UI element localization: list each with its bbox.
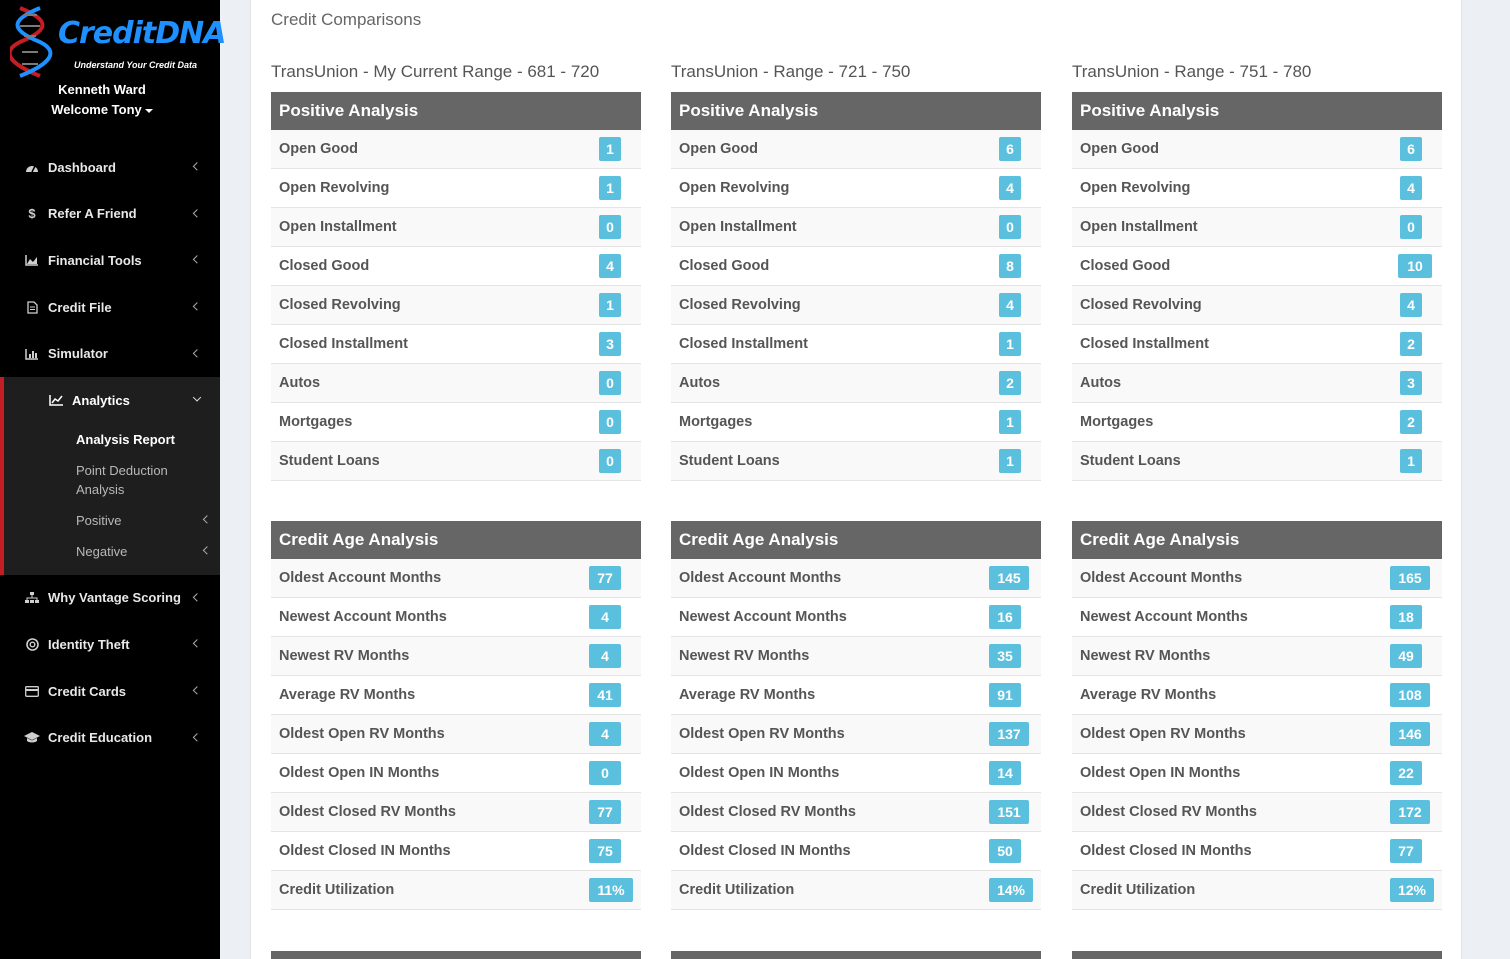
count-badge: 2 <box>999 371 1021 395</box>
table-row <box>271 364 641 403</box>
row-label: Oldest Closed IN Months <box>279 843 451 859</box>
count-badge: 1 <box>1400 449 1422 473</box>
row-label: Mortgages <box>279 414 353 430</box>
table-row <box>1072 754 1442 793</box>
row-label: Student Loans <box>679 453 780 469</box>
sidebar-item-label: Why Vantage Scoring <box>48 590 181 606</box>
count-badge: 49 <box>1390 644 1422 668</box>
row-label: Oldest Closed RV Months <box>279 804 456 820</box>
table-heading: Positive Analysis <box>671 92 1041 130</box>
sidebar-item-financial-tools[interactable] <box>0 237 220 284</box>
row-label: Oldest Open RV Months <box>1080 726 1246 742</box>
sidebar-item-analytics[interactable] <box>24 377 220 424</box>
count-badge: 91 <box>989 683 1021 707</box>
count-badge: 145 <box>989 566 1029 590</box>
life-ring-icon <box>24 636 40 652</box>
row-label: Closed Installment <box>679 336 808 352</box>
submenu-item-negative[interactable] <box>24 536 220 567</box>
table-body <box>671 130 1041 481</box>
count-badge: 1 <box>599 176 621 200</box>
table-row <box>1072 169 1442 208</box>
row-label: Newest Account Months <box>1080 609 1248 625</box>
table-heading: Credit Age Analysis <box>1072 521 1442 559</box>
count-badge: 0 <box>999 215 1021 239</box>
count-badge: 1 <box>999 332 1021 356</box>
table-row <box>271 403 641 442</box>
next-table-heading-stub <box>1072 951 1442 959</box>
sidebar-item-label: Credit File <box>48 299 112 315</box>
count-badge: 165 <box>1390 566 1430 590</box>
table-row <box>671 403 1041 442</box>
row-label: Open Installment <box>1080 219 1198 235</box>
row-label: Credit Utilization <box>679 882 795 898</box>
file-icon <box>24 299 40 315</box>
sitemap-icon <box>24 590 40 606</box>
count-badge: 1 <box>999 410 1021 434</box>
count-badge: 137 <box>989 722 1029 746</box>
row-label: Oldest Open IN Months <box>279 765 440 781</box>
table-body <box>1072 130 1442 481</box>
count-badge: 6 <box>999 137 1021 161</box>
table-row <box>671 754 1041 793</box>
table-row <box>271 247 641 286</box>
sidebar-item-label: Analytics <box>72 392 130 408</box>
table-row <box>271 559 641 598</box>
table-row <box>271 130 641 169</box>
table-body <box>1072 559 1442 910</box>
row-label: Newest RV Months <box>679 648 810 664</box>
table-row <box>1072 715 1442 754</box>
credit-age-analysis-table <box>1072 521 1442 910</box>
count-badge: 50 <box>989 839 1021 863</box>
row-label: Open Installment <box>679 219 797 235</box>
table-row <box>271 793 641 832</box>
table-row <box>271 676 641 715</box>
bar-chart-icon <box>24 346 40 362</box>
table-row <box>1072 598 1442 637</box>
user-name: Kenneth Ward <box>58 82 146 97</box>
table-row <box>271 208 641 247</box>
count-badge: 77 <box>589 800 621 824</box>
table-row <box>1072 325 1442 364</box>
table-row <box>671 325 1041 364</box>
credit-age-analysis-table <box>271 521 641 910</box>
count-badge: 75 <box>589 839 621 863</box>
count-badge: 151 <box>989 800 1029 824</box>
next-table-heading-stub <box>271 951 641 959</box>
row-label: Closed Good <box>279 258 370 274</box>
table-row <box>671 208 1041 247</box>
count-badge: 41 <box>589 683 621 707</box>
table-body <box>271 559 641 910</box>
table-row <box>271 286 641 325</box>
sidebar-item-credit-education[interactable] <box>0 714 220 761</box>
count-badge: 12% <box>1390 878 1434 902</box>
count-badge: 4 <box>599 254 621 278</box>
count-badge: 172 <box>1390 800 1430 824</box>
logo-wordmark: CreditDNA <box>58 16 226 51</box>
table-row <box>271 871 641 910</box>
row-label: Closed Installment <box>279 336 408 352</box>
row-label: Oldest Closed RV Months <box>1080 804 1257 820</box>
table-heading: Credit Age Analysis <box>671 521 1041 559</box>
table-row <box>671 598 1041 637</box>
row-label: Open Good <box>679 141 758 157</box>
submenu-item-label: Negative <box>76 543 128 559</box>
row-label: Oldest Open IN Months <box>679 765 840 781</box>
row-label: Open Installment <box>279 219 397 235</box>
count-badge: 10 <box>1398 254 1432 278</box>
sidebar-item-label: Credit Cards <box>48 683 127 699</box>
row-label: Oldest Open IN Months <box>1080 765 1241 781</box>
sidebar-item-simulator[interactable] <box>0 330 220 377</box>
sidebar <box>0 0 226 959</box>
row-label: Oldest Open RV Months <box>279 726 445 742</box>
count-badge: 146 <box>1390 722 1430 746</box>
count-badge: 108 <box>1390 683 1430 707</box>
count-badge: 3 <box>1400 371 1422 395</box>
sidebar-item-label: Financial Tools <box>48 252 142 268</box>
count-badge: 77 <box>1390 839 1422 863</box>
row-label: Oldest Closed IN Months <box>1080 843 1252 859</box>
table-row <box>1072 286 1442 325</box>
welcome-label: Welcome Tony <box>51 102 142 117</box>
graduation-cap-icon <box>24 730 40 746</box>
table-row <box>1072 364 1442 403</box>
row-label: Newest Account Months <box>279 609 447 625</box>
row-label: Newest RV Months <box>1080 648 1211 664</box>
count-badge: 16 <box>989 605 1021 629</box>
count-badge: 11% <box>589 878 633 902</box>
sidebar-item-label: Refer A Friend <box>48 206 137 222</box>
positive-analysis-table <box>1072 92 1442 481</box>
row-label: Oldest Open RV Months <box>679 726 845 742</box>
column-title: TransUnion - Range - 721 - 750 <box>671 62 911 81</box>
chevron-left-icon <box>193 302 201 310</box>
count-badge: 35 <box>989 644 1021 668</box>
row-label: Mortgages <box>1080 414 1154 430</box>
column-title: TransUnion - My Current Range - 681 - 720 <box>271 62 600 81</box>
dashboard-icon <box>24 159 40 175</box>
sidebar-item-label: Credit Education <box>48 730 153 746</box>
count-badge: 18 <box>1390 605 1422 629</box>
table-body <box>271 130 641 481</box>
row-label: Autos <box>1080 375 1122 391</box>
count-badge: 8 <box>999 254 1021 278</box>
chevron-left-icon <box>193 256 201 264</box>
table-row <box>671 715 1041 754</box>
row-label: Newest RV Months <box>279 648 410 664</box>
column-title: TransUnion - Range - 751 - 780 <box>1072 62 1312 81</box>
count-badge: 14 <box>989 761 1021 785</box>
count-badge: 0 <box>599 215 621 239</box>
table-row <box>671 637 1041 676</box>
count-badge: 0 <box>599 449 621 473</box>
chevron-left-icon <box>193 349 201 357</box>
count-badge: 1 <box>999 449 1021 473</box>
table-row <box>671 442 1041 481</box>
line-chart-icon <box>48 392 64 408</box>
row-label: Oldest Account Months <box>279 570 442 586</box>
row-label: Oldest Account Months <box>1080 570 1243 586</box>
table-row <box>271 832 641 871</box>
count-badge: 4 <box>999 176 1021 200</box>
sidebar-group-analytics <box>0 377 220 575</box>
table-row <box>271 598 641 637</box>
count-badge: 0 <box>599 371 621 395</box>
logo-tagline: Understand Your Credit Data <box>74 60 198 70</box>
user-menu-toggle[interactable] <box>0 102 204 117</box>
caret-down-icon <box>145 109 153 113</box>
sidebar-item-refer-a-friend[interactable] <box>0 191 220 238</box>
table-row <box>671 832 1041 871</box>
chevron-left-icon <box>203 515 211 523</box>
table-row <box>1072 403 1442 442</box>
positive-analysis-table <box>271 92 641 481</box>
count-badge: 77 <box>589 566 621 590</box>
row-label: Oldest Closed IN Months <box>679 843 851 859</box>
table-row <box>671 364 1041 403</box>
submenu-item-label: Positive <box>76 512 122 528</box>
row-label: Open Revolving <box>679 180 790 196</box>
count-badge: 4 <box>589 722 621 746</box>
table-row <box>671 871 1041 910</box>
credit-age-analysis-table <box>671 521 1041 910</box>
count-badge: 4 <box>589 644 621 668</box>
row-label: Average RV Months <box>279 687 416 703</box>
row-label: Closed Revolving <box>679 297 801 313</box>
table-heading: Positive Analysis <box>271 92 641 130</box>
count-badge: 4 <box>589 605 621 629</box>
row-label: Closed Revolving <box>1080 297 1202 313</box>
table-row <box>271 325 641 364</box>
submenu-item-positive[interactable] <box>24 505 220 536</box>
credit-card-icon <box>24 683 40 699</box>
table-row <box>1072 676 1442 715</box>
table-row <box>1072 130 1442 169</box>
area-chart-icon <box>24 252 40 268</box>
table-row <box>671 286 1041 325</box>
count-badge: 1 <box>599 137 621 161</box>
row-label: Oldest Account Months <box>679 570 842 586</box>
row-label: Credit Utilization <box>279 882 395 898</box>
row-label: Closed Revolving <box>279 297 401 313</box>
page-title: Credit Comparisons <box>271 10 422 29</box>
row-label: Open Revolving <box>1080 180 1191 196</box>
sidebar-item-credit-cards[interactable] <box>0 668 220 715</box>
submenu-item-analysis-report[interactable]: Analysis Report <box>76 431 175 447</box>
creditdna-logo[interactable] <box>10 6 226 78</box>
row-label: Average RV Months <box>679 687 816 703</box>
submenu-item-point-deduction-analysis[interactable]: Point Deduction Analysis <box>76 462 168 497</box>
dollar-icon: $ <box>28 206 36 222</box>
count-badge: 4 <box>999 293 1021 317</box>
table-row <box>271 754 641 793</box>
chevron-left-icon <box>193 209 201 217</box>
table-body <box>671 559 1041 910</box>
table-row <box>671 559 1041 598</box>
table-row <box>1072 442 1442 481</box>
table-row <box>671 793 1041 832</box>
count-badge: 0 <box>1400 215 1422 239</box>
table-row <box>671 169 1041 208</box>
row-label: Open Good <box>279 141 358 157</box>
count-badge: 22 <box>1390 761 1422 785</box>
row-label: Student Loans <box>279 453 380 469</box>
table-row <box>1072 793 1442 832</box>
positive-analysis-table <box>671 92 1041 481</box>
sidebar-item-dashboard[interactable] <box>0 144 220 191</box>
chevron-left-icon <box>193 640 201 648</box>
sidebar-item-label: Dashboard <box>48 159 116 175</box>
table-row <box>271 169 641 208</box>
chevron-down-icon <box>193 394 201 402</box>
table-row <box>1072 247 1442 286</box>
table-row <box>271 715 641 754</box>
row-label: Open Revolving <box>279 180 390 196</box>
row-label: Oldest Closed RV Months <box>679 804 856 820</box>
sidebar-item-identity-theft[interactable] <box>0 621 220 668</box>
table-row <box>1072 637 1442 676</box>
chevron-left-icon <box>203 546 211 554</box>
analytics-submenu <box>28 424 220 575</box>
count-badge: 0 <box>589 761 621 785</box>
sidebar-menu <box>0 144 220 761</box>
row-label: Mortgages <box>679 414 753 430</box>
table-row <box>671 130 1041 169</box>
table-row <box>1072 559 1442 598</box>
row-label: Autos <box>279 375 321 391</box>
dna-helix-icon <box>10 6 60 78</box>
row-label: Average RV Months <box>1080 687 1217 703</box>
sidebar-item-label: Identity Theft <box>48 636 130 652</box>
sidebar-item-label: Simulator <box>48 346 108 362</box>
row-label: Closed Installment <box>1080 336 1209 352</box>
chevron-left-icon <box>193 593 201 601</box>
count-badge: 0 <box>599 410 621 434</box>
sidebar-item-credit-file[interactable] <box>0 284 220 331</box>
row-label: Credit Utilization <box>1080 882 1196 898</box>
row-label: Closed Good <box>1080 258 1171 274</box>
count-badge: 2 <box>1400 332 1422 356</box>
table-row <box>671 247 1041 286</box>
row-label: Closed Good <box>679 258 770 274</box>
count-badge: 4 <box>1400 176 1422 200</box>
count-badge: 6 <box>1400 137 1422 161</box>
table-row <box>271 637 641 676</box>
count-badge: 4 <box>1400 293 1422 317</box>
row-label: Newest Account Months <box>679 609 847 625</box>
row-label: Open Good <box>1080 141 1159 157</box>
table-row <box>671 676 1041 715</box>
row-label: Student Loans <box>1080 453 1181 469</box>
table-heading: Credit Age Analysis <box>271 521 641 559</box>
table-row <box>1072 832 1442 871</box>
table-row <box>271 442 641 481</box>
count-badge: 2 <box>1400 410 1422 434</box>
chevron-left-icon <box>193 686 201 694</box>
table-row <box>1072 208 1442 247</box>
next-table-heading-stub <box>671 951 1041 959</box>
count-badge: 3 <box>599 332 621 356</box>
chevron-left-icon <box>193 733 201 741</box>
chevron-left-icon <box>193 162 201 170</box>
table-row <box>1072 871 1442 910</box>
row-label: Autos <box>679 375 721 391</box>
count-badge: 14% <box>989 878 1033 902</box>
sidebar-item-why-vantage-scoring[interactable] <box>0 575 220 622</box>
table-heading: Positive Analysis <box>1072 92 1442 130</box>
count-badge: 1 <box>599 293 621 317</box>
